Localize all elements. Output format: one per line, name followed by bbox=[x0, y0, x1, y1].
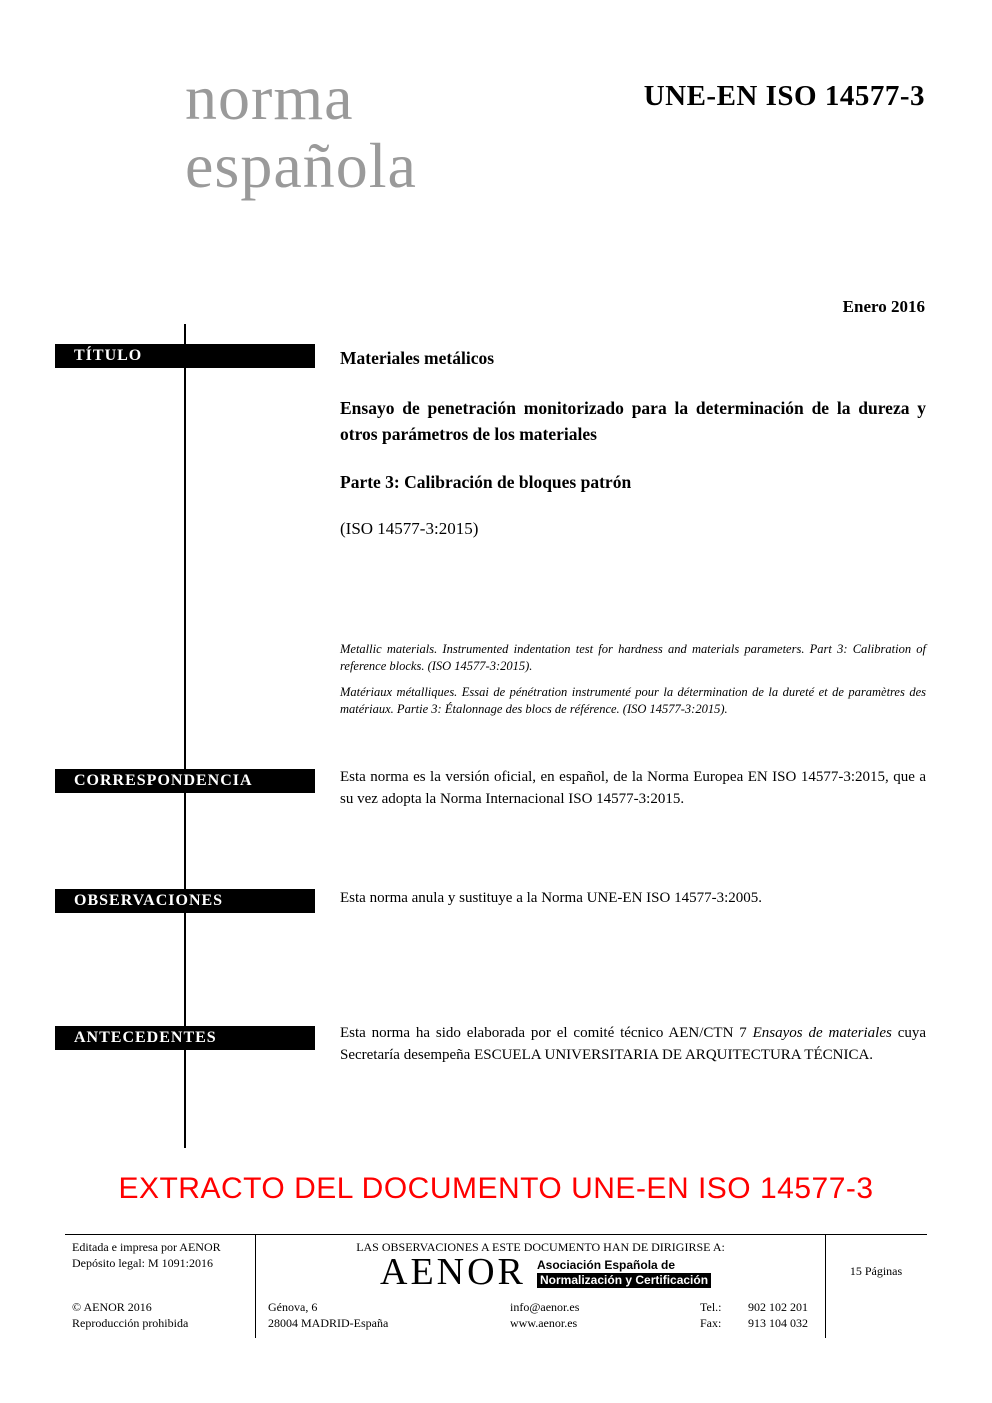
address-city: 28004 MADRID-España bbox=[268, 1315, 389, 1330]
aenor-logo-subtitle bbox=[537, 1258, 711, 1288]
antecedentes-section-label bbox=[55, 1026, 315, 1050]
address-street: Génova, 6 bbox=[268, 1300, 318, 1314]
brand-word-espanola: española bbox=[185, 130, 417, 201]
footer-edited-by: Editada e impresa por AENOR bbox=[72, 1240, 221, 1254]
contact-email: info@aenor.es bbox=[510, 1300, 580, 1314]
section-connector-line bbox=[184, 324, 186, 1148]
footer-divider-right bbox=[825, 1234, 826, 1338]
footer-contact-block bbox=[510, 1300, 579, 1331]
antecedentes-label-text: ANTECEDENTES bbox=[74, 1029, 217, 1046]
antecedentes-text-after: cuya Secretaría desempeña ESCUELA UNIVERSITARIA DE ARQUITECTURA TÉCNICA. bbox=[340, 1025, 927, 1063]
tel-number: 902 102 201 bbox=[748, 1300, 808, 1314]
aenor-subtitle-line2: Normalización y Certificación bbox=[537, 1273, 711, 1288]
footer-address-block bbox=[268, 1300, 388, 1331]
observaciones-section-label bbox=[55, 889, 315, 913]
title-iso-reference: (ISO 14577-3:2015) bbox=[340, 519, 479, 538]
extract-banner: EXTRACTO DEL DOCUMENTO UNE-EN ISO 14577-3 bbox=[118, 1172, 874, 1205]
title-english-translation: Metallic materials. Instrumented indentation test for hardness and materials parameters. Part 3: Calibration of reference blocks. (ISO 14577-3:2015). bbox=[340, 642, 926, 673]
title-part: Parte 3: Calibración de bloques patrón bbox=[340, 472, 632, 492]
fax-row bbox=[700, 1316, 808, 1332]
titulo-section-label bbox=[55, 344, 315, 368]
aenor-subtitle-line1: Asociación Española de bbox=[537, 1258, 676, 1272]
issue-date: Enero 2016 bbox=[842, 297, 925, 316]
antecedentes-text bbox=[340, 1023, 926, 1066]
antecedentes-committee-name: Ensayos de materiales bbox=[752, 1025, 892, 1041]
correspondencia-label-text: CORRESPONDENCIA bbox=[74, 772, 253, 789]
phone-row bbox=[700, 1300, 808, 1316]
footer-publisher-block bbox=[72, 1240, 221, 1271]
reproduction-line: Reproducción prohibida bbox=[72, 1315, 189, 1330]
fax-label: Fax: bbox=[700, 1315, 722, 1330]
copyright-line: © AENOR 2016 bbox=[72, 1300, 152, 1314]
footer-copyright-block bbox=[72, 1300, 188, 1331]
title-subject: Materiales metálicos bbox=[340, 348, 495, 368]
title-french-translation: Matériaux métalliques. Essai de pénétration instrumenté pour la détermination de la dureté et de paramètres des matériaux. Partie 3: Étalonnage des blocs de référence. (ISO 14577-3:2015). bbox=[340, 685, 926, 716]
observaciones-label-text: OBSERVACIONES bbox=[74, 892, 224, 909]
footer-legal-deposit: Depósito legal: M 1091:2016 bbox=[72, 1255, 213, 1270]
tel-label: Tel.: bbox=[700, 1300, 722, 1314]
brand-word-norma: norma bbox=[185, 62, 354, 133]
observaciones-text: Esta norma anula y sustituye a la Norma UNE-EN ISO 14577-3:2005. bbox=[340, 890, 762, 906]
norma-espanola-logo bbox=[185, 64, 417, 200]
antecedentes-text-before: Esta norma ha sido elaborada por el comité técnico AEN/CTN 7 bbox=[340, 1025, 747, 1041]
footer-phone-block bbox=[700, 1300, 808, 1331]
titulo-label-text: TÍTULO bbox=[74, 347, 143, 364]
fax-number: 913 104 032 bbox=[748, 1315, 808, 1330]
page-count: 15 Páginas bbox=[849, 1264, 903, 1278]
title-main: Ensayo de penetración monitorizado para la determinación de la dureza y otros parámetros de los materiales bbox=[340, 398, 926, 444]
document-code: UNE-EN ISO 14577-3 bbox=[643, 80, 925, 112]
footer-observations-note: LAS OBSERVACIONES A ESTE DOCUMENTO HAN DE DIRIGIRSE A: bbox=[356, 1240, 725, 1254]
correspondencia-section-label bbox=[55, 769, 315, 793]
aenor-logo: AENOR bbox=[380, 1251, 526, 1293]
footer-top-rule bbox=[65, 1234, 927, 1235]
contact-web: www.aenor.es bbox=[510, 1315, 578, 1330]
correspondencia-text: Esta norma es la versión oficial, en español, de la Norma Europea EN ISO 14577-3:2015, que a su vez adopta la Norma Internacional ISO 14577-3:2015. bbox=[340, 769, 926, 807]
